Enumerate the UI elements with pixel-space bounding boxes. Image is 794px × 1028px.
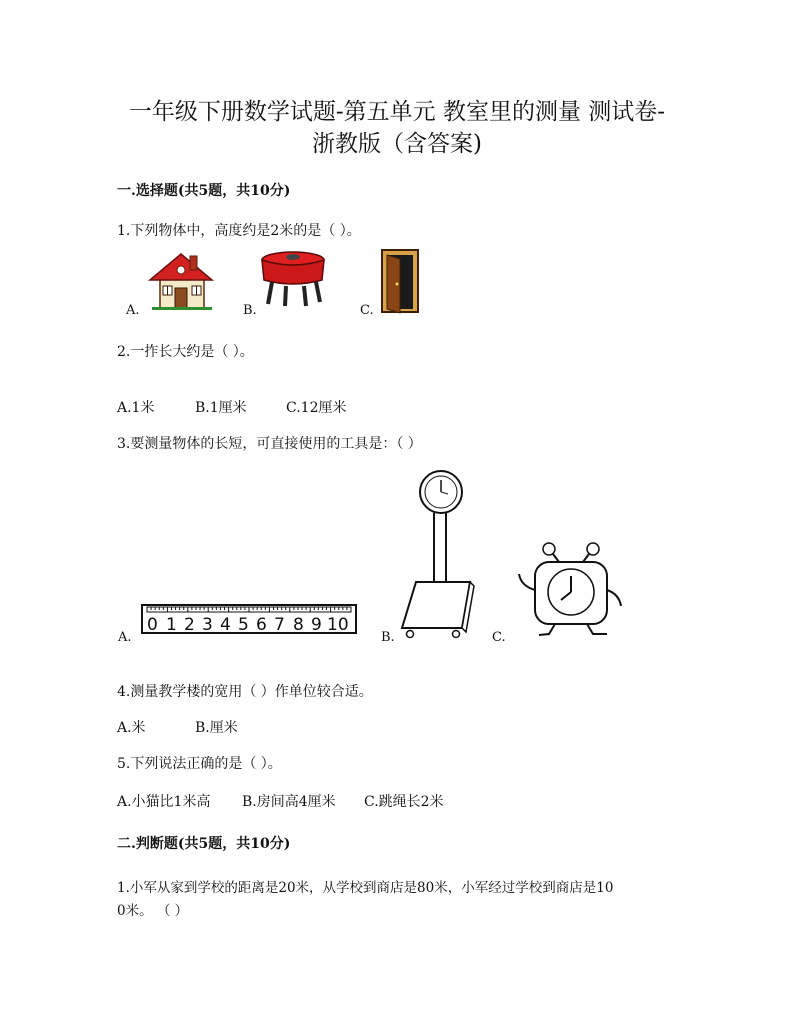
ruler-digit: 4 [220,615,231,635]
q5-option-a: A.小猫比1米高 [117,794,211,810]
ruler-digit: 7 [274,615,285,635]
judge-1-stem-line-1: 1.小军从家到学校的距离是20米，从学校到商店是80米，小军经过学校到商店是10 [117,880,614,896]
q2-option-a: A.1米 [117,400,155,416]
ruler-digit: 2 [184,615,195,635]
q1-option-c-label: C. [360,303,374,318]
door-icon [380,248,420,314]
ruler-digit: 3 [202,615,213,635]
q2-option-c: C.12厘米 [286,400,347,416]
table-icon [258,248,328,308]
q5-option-b: B.房间高4厘米 [242,794,336,810]
ruler-digit: 5 [238,615,249,635]
question-1-stem: 1.下列物体中，高度约是2米的是（ ）。 [117,223,361,239]
judge-1-stem-line-2: 0米。 （ ） [117,903,189,919]
scale-icon [398,470,478,640]
ruler-digit: 9 [311,615,322,635]
q3-option-c-label: C. [492,630,506,645]
house-icon [146,248,216,312]
q1-option-a-label: A. [126,303,140,318]
page-title-line-1: 一年级下册数学试题-第五单元 教室里的测量 测试卷- [128,99,666,125]
alarm-clock-icon [515,540,625,640]
ruler-digit: 10 [327,615,349,635]
q4-option-b: B.厘米 [195,720,238,736]
section-heading-judge: 二.判断题(共5题，共10分) [117,836,291,852]
q2-option-b: B.1厘米 [195,400,247,416]
page-title-line-2: 浙教版（含答案) [312,131,482,157]
question-3-stem: 3.要测量物体的长短，可直接使用的工具是：（ ） [117,436,422,452]
ruler-digit: 6 [256,615,267,635]
question-2-stem: 2.一拃长大约是（ ）。 [117,344,254,360]
q5-option-c: C.跳绳长2米 [364,794,444,810]
q3-option-b-label: B. [381,630,395,645]
question-5-stem: 5.下列说法正确的是（ ）。 [117,756,282,772]
section-heading-choice: 一.选择题(共5题，共10分) [117,183,291,199]
ruler-digit: 0 [147,615,158,635]
q1-option-b-label: B. [243,303,257,318]
question-4-stem: 4.测量教学楼的宽用（ ）作单位较合适。 [117,684,373,700]
ruler-digit: 1 [166,615,177,635]
q3-option-a-label: A. [118,630,132,645]
ruler-digit: 8 [293,615,304,635]
ruler-icon [141,604,357,634]
q4-option-a: A.米 [117,720,146,736]
